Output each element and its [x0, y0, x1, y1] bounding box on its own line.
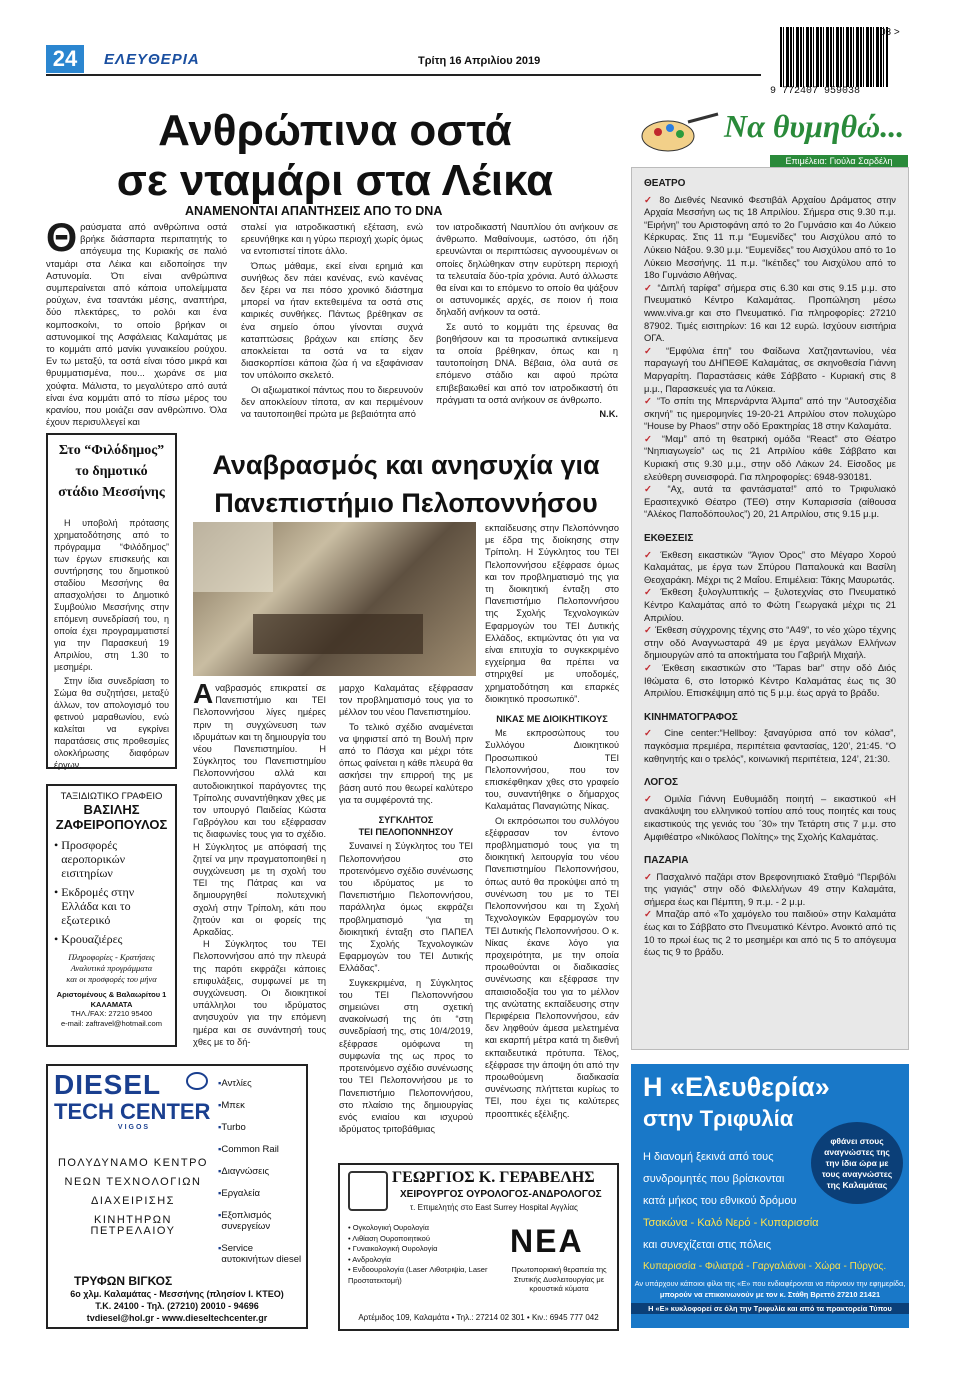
diesel-services — [54, 1158, 212, 1237]
stadium-title-line1: Στο “Φιλόδημος” — [58, 443, 165, 458]
remember-editor: Επιμέλεια: Γιούλα Σαρδέλη — [770, 155, 908, 167]
triphylia-l4: Τσακώνα - Καλό Νερό - Κυπαρισσία — [643, 1217, 819, 1229]
remember-item — [644, 624, 896, 662]
triphylia-badge: φθάνει στους αναγνώστες της την ίδια ώρα με τους αναγνώστες της Καλαμάτας — [811, 1122, 903, 1204]
check-icon: ✓ — [644, 483, 668, 495]
issue-date: Τρίτη 16 Απριλίου 2019 — [418, 55, 541, 67]
travel-addr: Αριστομένους & Βαλαωρίτου 1 — [56, 990, 167, 999]
paper-name: ΕΛΕΥΘΕΡΙΑ — [104, 51, 200, 68]
travel-line3: ΖΑΦΕΙΡΟΠΟΥΛΟΣ — [55, 817, 168, 832]
diesel-footer — [48, 1288, 306, 1324]
lead-dropcap: Θ — [46, 216, 78, 260]
remember-title: Να θυμηθώ... — [724, 108, 905, 144]
travel-bullet1 — [54, 838, 169, 880]
stadium-p2: Στην ίδια συνεδρίαση το Σώμα θα συζητήσει, μεταξύ άλλων, τον απολογισμό του φετινού μαραθωνίου, ενώ καλείται να εγκρίνει παρατάσεις στις προθεσμίες ολοκλήρωσης διαφόρων έργων. — [54, 676, 169, 770]
diesel-service-item — [218, 1188, 306, 1199]
lead-col3-p2: Σε αυτό το κομμάτι της έρευνας θα βοηθήσουν και τα προσωπικά αντικείμενα τα οποία βρέθηκαν, όπως και η ταυτοποίηση DNA. Βέβαια, όλα αυτά σε επόμενο στάδιο και αφού πρώτα επιβεβαιωθεί και από τον ιατροδικαστή ότι πράγματι τα οστά ανήκουν σε άνθρωπο. — [436, 321, 618, 405]
travel-bullet3 — [54, 932, 169, 946]
diesel-logo2: TECH CENTER — [54, 1099, 211, 1124]
diesel-badge-icon — [186, 1072, 208, 1090]
remember-item-text: Έκθεση σύγχρονης τέχνης στο “Α49”, το νέο χώρο τέχνης στην οδό Αναγνωσταρά 49 με έργα μεγάλων Ελλήνων δημιουργών από τα αποκτήματα του Γαβριήλ Μιχαήλ. — [644, 624, 897, 661]
check-icon: ✓ — [644, 193, 660, 205]
page-number: 24 — [46, 45, 84, 73]
remember-item-text: “Εμφύλια έπη” του Φαίδωνα Χατζηαντωνίου, νέα παραγωγή του ΔΗΠΕΘΕ Καλαμάτας, σε σκηνοθεσία Γιάννη Μαργαρίτη. Παραστάσεις κάθε Σάββατο - Κυριακή στις 8 μ.μ., Παρασκευές για τα Λύκεια. — [644, 344, 897, 394]
palette-icon — [638, 112, 720, 154]
check-icon: ✓ — [644, 548, 661, 560]
travel-info3: και οι προσφορές του μήνα — [66, 974, 157, 984]
university-col2-p4: Συγκεκριμένα, η Σύγκλητος του ΤΕΙ Πελοποννήσου σημειώνει στη σχετική ανακοίνωσή της ότι “στη συνεδρίασή της, στις 10/4/2019, εξέφρασε ομόφωνα τη συμφωνία της ως προς το προτεινόμενο σχέδιο συνένωσης του ΤΕΙ Πελοποννήσου με το Πανεπιστήμιο Πελοποννήσου, στο πλαίσιο της δημιουργίας ενός ενιαίου και ισχυρού ιδρύματος τριτοβάθμιας — [339, 977, 473, 1135]
remember-item — [644, 586, 896, 624]
diesel-addr: 6ο χλμ. Καλαμάτας - Μεσσήνης (πλησίον Ι. ΚΤΕΟ) — [70, 1289, 284, 1299]
bullet-icon: ▪ — [218, 1144, 222, 1155]
university-col3-p3: Οι εκπρόσωποι του συλλόγου εξέφρασαν τον έντονο προβληματισμό τους για τη διοικητική λειτουργία του νέου Πανεπιστημίου Πελοποννήσου, όπως αυτό θα προκύψει από τη συνένωση του με το ΤΕΙ Πελοποννήσου και τη Σχολή Τεχνολογικών Εφαρμογών του ΤΕΙ Δυτικής Πελοποννήσου. Ο κ. Νίκας έκανε λόγο για προχειρότητα, με την οποία προωθούνται οι διαδικασίες συνένωσης και εξέφρασε την απαισιοδοξία του για το μέλλον της ανώτατης εκπαίδευσης στην Περιφέρεια Πελοποννήσου, εάν δεν ληφθούν άμεσα μελετημένα και εκαρπή μέτρα κατά τη διεθνή εκπαιδευτικά πρότυπα. Τέλος, εξέφρασε την άποψη ότι από την προωθούμενη διαδικασία συνένωσης πλήττεται κυρίως το ΤΕΙ, που έχει τις καλύτερες προοπτικές εξέλιξης. — [485, 815, 619, 1119]
triphylia-l2: συνδρομητές που βρίσκονται — [643, 1173, 785, 1185]
lead-col3 — [436, 221, 618, 419]
diesel-service-text: Εργαλεία — [221, 1188, 260, 1199]
remember-item — [644, 549, 896, 587]
remember-item-text: “Διπλή ταρίφα” σήμερα στις 6.30 και στις 9.15 μ.μ. στο Πνευματικό Κέντρο Καλαμάτας. Προπώληση μέσω www.viva.gr και στο Πνευματικό. Για πληροφορίες: 27210 87902. Τιμές εισιτηρίων: 16 και 12 ευρώ. Ισχύουν εισιτήρια ΟΓΑ. — [644, 281, 896, 344]
remember-section-title: ΠΑΖΑΡΙΑ — [644, 855, 689, 867]
bullet-icon: ▪ — [218, 1122, 222, 1133]
lead-col2 — [241, 221, 423, 419]
lead-title — [46, 106, 624, 206]
triphylia-ad — [631, 1064, 909, 1328]
triphylia-l6: Κυπαρισσία - Φιλιατρά - Γαργαλιάνοι - Χώρα - Πύργος. — [643, 1261, 887, 1272]
doctor-new-text: Πρωτοποριακή θεραπεία της Στυτικής Δυσλειτουργίας με κρουστικά κύματα — [511, 1265, 607, 1293]
stadium-title — [54, 440, 169, 503]
remember-item — [644, 908, 896, 958]
triphylia-l5: και συνεχίζεται στις πόλεις — [643, 1239, 772, 1251]
doctor-service-item: • Ογκολογική Ουρολογία — [348, 1223, 429, 1232]
university-col2 — [339, 682, 473, 1152]
bullet-icon: • — [54, 838, 62, 852]
remember-item — [644, 483, 896, 521]
doctor-new: ΝΕΑ — [510, 1223, 584, 1259]
doctor-title: ΧΕΙΡΟΥΡΓΟΣ ΟΥΡΟΛΟΓΟΣ-ΑΝΔΡΟΛΟΓΟΣ — [400, 1189, 602, 1200]
triphylia-title2: στην Τριφυλία — [643, 1106, 794, 1131]
remember-section-title: ΕΚΘΕΣΕΙΣ — [644, 533, 694, 545]
doctor-contact: Αρτέμιδος 109, Καλαμάτα • Τηλ.: 27214 02 301 • Κιν.: 6945 777 042 — [358, 1313, 599, 1322]
university-title — [192, 446, 620, 522]
university-photo — [193, 522, 476, 676]
remember-item — [644, 433, 896, 483]
bullet-icon: ▪ — [218, 1078, 222, 1089]
diesel-service-item — [218, 1144, 306, 1155]
check-icon: ✓ — [644, 908, 656, 920]
check-icon: ✓ — [644, 395, 658, 407]
diesel-logo1: DIESEL — [54, 1069, 162, 1100]
bullet-icon: • — [54, 885, 62, 899]
lead-col1 — [46, 216, 227, 428]
remember-section-title: ΚΙΝΗΜΑΤΟΓΡΑΦΟΣ — [644, 711, 738, 723]
university-col2-p1: μαρχο Καλαμάτας εξέφρασαν τον προβληματισμό τους για το μέλλον του νέου Πανεπιστημίου. — [339, 683, 473, 718]
university-dropcap: Α — [193, 678, 214, 709]
bullet-icon: ▪ — [218, 1243, 222, 1254]
university-sub1a: ΣΥΓΚΛΗΤΟΣ — [378, 815, 434, 826]
diesel-l3: ΔΙΑΧΕΙΡΙΣΗΣ — [91, 1195, 175, 1207]
university-sub1 — [339, 814, 473, 838]
travel-bullet1-text: Προσφορές αεροπορικών εισιτηρίων — [61, 838, 126, 880]
diesel-l1: ΠΟΛΥΔΥΝΑΜΟ ΚΕΝΤΡΟ — [57, 1157, 208, 1169]
remember-item — [644, 793, 896, 843]
diesel-tel: Τ.Κ. 24100 - Τηλ. (27210) 20010 - 94696 — [95, 1301, 259, 1311]
remember-box — [631, 167, 909, 1050]
travel-contact — [54, 990, 169, 1028]
remember-item — [644, 282, 896, 345]
diesel-logo3: VIGOS — [117, 1124, 151, 1131]
remember-item — [644, 395, 896, 433]
remember-section-title: ΛΟΓΟΣ — [644, 777, 678, 789]
university-col1-text: ναβρασμός επικρατεί σε Πανεπιστήμιο και ΤΕΙ Πελοποννήσου λίγες ημέρες πριν τη συγχώνευση των ιδρυμάτων και τη δημιουργία του νέου Πανεπιστημίου. Η Σύγκλητος του Πανεπιστημίου Πελοποννήσου αλλά και αυτοδιοικητικοί παράγοντες της Τρίπολης συναντήθηκαν χθες με τον υπουργό Παιδείας Κώστα Γαβρόγλου και του εξέφρασαν τις διαφωνίες τους για το σχέδιο. Η Σύγκλητος με απόφασή της ζητεί να μην πραγματοποιηθεί η συγχώνευση με τη σχολή του ΤΕΙ της Πάτρας και να δημιουργηθεί πολυτεχνική σχολή στην Τρίπολη, κάτι που ζητούν και οι φορείς της Αρκαδίας. — [193, 683, 326, 938]
bullet-icon: • — [54, 932, 62, 946]
doctor-sub: τ. Επιμελητής στο East Surrey Hospital Αγγλίας — [410, 1203, 578, 1212]
remember-item — [644, 194, 896, 282]
bullet-icon: ▪ — [218, 1188, 222, 1199]
diesel-service-item — [218, 1100, 306, 1111]
triphylia-l3: κατά μήκος του εθνικού δρόμου — [643, 1195, 797, 1207]
remember-list — [644, 178, 896, 959]
travel-info2: Αναλυτικά προγράμματα — [70, 963, 153, 973]
university-col3-p2: Με εκπροσώπους του Συλλόγου Διοικητικού Προσωπικού ΤΕΙ Πελοποννήσου, που τον επισκέφθηκαν χθες στο γραφείο του, συναντήθηκε ο δήμαρχος Καλαμάτας Παναγιώτης Νίκας. — [485, 728, 619, 812]
doctor-logo-icon — [348, 1171, 388, 1211]
check-icon: ✓ — [644, 624, 656, 636]
university-title-line1: Αναβρασμός και ανησυχία για — [212, 450, 600, 480]
university-col3-p1: εκπαίδευσης στην Πελοπόννησο με έδρα της διοίκησης στην Τρίπολη. Η Σύγκλητος του ΤΕΙ Πελοποννήσου εξέφρασε όμως και τον προβληματισμό της για τη διοικητική ένταξη στο Πανεπιστήμιο Πελοποννήσου της Σχολής Τεχνολογικών Εφαρμογών του ΤΕΙ Δυτικής Ελλάδος, εκτιμώντας ότι για να είναι επιτυχία το συγκεκριμένο εγχείρημα θα πρέπει να στηριχθεί με υποδομές, χρηματοδότηση και επαρκές διοικητικό προσωπικό”. — [485, 523, 619, 704]
remember-item — [644, 345, 896, 395]
diesel-service-text: Διαγνώσεις — [221, 1166, 270, 1177]
university-col2-p2: Το τελικό σχέδιο αναμένεται να ψηφιστεί από τη Βουλή πριν από το Πάσχα και μέχρι τότε όπως φαίνεται η κάθε πλευρά θα ασκήσει την επιρροή της με βάση αυτό που θεωρεί καλύτερο για τα συμφέροντά της. — [339, 721, 473, 805]
header-rule — [46, 74, 761, 76]
remember-item-text: Έκθεση εικαστικών “Άγιον Όρος” στο Μέγαρο Χορού Καλαμάτας, με έργα των Σπύρου Παπαλουκά και Βασίλη Θεοχαράκη. Μέχρι τις 2 Μαΐου. Επιμέλεια: Τάκης Μαυρωτάς. — [644, 548, 896, 585]
triphylia-title1: Η «Ελευθερία» — [643, 1072, 830, 1102]
bullet-icon: ▪ — [218, 1166, 222, 1177]
lead-signature: Ν.Κ. — [599, 409, 618, 420]
stadium-box — [46, 433, 177, 769]
doctor-name: ΓΕΩΡΓΙΟΣ Κ. ΓΕΡΑΒΕΛΗΣ — [392, 1169, 595, 1186]
travel-info — [54, 952, 169, 985]
remember-item — [644, 871, 896, 909]
remember-item — [644, 662, 896, 700]
university-col1 — [193, 678, 326, 1047]
lead-col1-text: ραύσματα από ανθρώπινα οστά βρήκε διάσπαρτα περιπατητής το απόγευμα της Κυριακής σε παλιό νταμάρι στα Λέικα και ειδοποίησε την Αστυνομία. Ότι είναι ανθρώπινα συμπεραίνεται από κάποια υπολείμματα ρούχων, ένα τσαντάκι μέσης, αναπτήρα, δύο πλεκτάρες, το ρολόι και ένα κομποσκοίνι, το οποίο βρήκαν οι αστυνομικοί της Ασφάλειας Καλαμάτας με το κομμάτι από μανίκι γυναικείου ρούχου. Εν τω μεταξύ, τα οστά είναι τόσο μικρά και θρυμματισμένα, που... χωράνε σε μια χούφτα. Μάλιστα, το μεγαλύτερο από αυτά είναι ένα κομμάτι από το πίσω μέρος του κρανίου, που μοιάζει σαν ανθρώπινο. Όλα έχουν περισυλλεγεί και — [46, 222, 227, 428]
travel-line1: ΤΑΞΙΔΙΩΤΙΚΟ ΓΡΑΦΕΙΟ — [60, 791, 163, 802]
triphylia-l1: Η διανομή ξεκινά από τους — [643, 1151, 774, 1163]
university-col2-p3: Συναινεί η Σύγκλητος του ΤΕΙ Πελοποννήσου στο προτεινόμενο σχέδιο συνένωσης του ιδρύματος με το Πανεπιστήμιο Πελοποννήσου, παράλληλα όμως εκφράζει προβληματισμό “για τη διοικητική ένταξη στο ΠΑΠΕΛ της Σχολής Τεχνολογικών Εφαρμογών του ΤΕΙ Δυτικής Ελλάδας”. — [339, 841, 473, 974]
remember-item-text: Ομιλία Γιάννη Ευθυμιάδη ποιητή – εικαστικού «Η ανακάλυψη του ελληνικού τοπίου από τους ποιητές και τους εικαστικούς της γενιάς του ΄30» την Τετάρτη στις 7 μ.μ. στο Αμφιθέατρο «Νικόλαος Πολίτης» της Σχολής Καλαμάτας. — [644, 792, 896, 842]
lead-col2-p3: Οι αξιωματικοί πάντως που το διερευνούν δεν αποκλείουν τίποτα, αν και περιμένουν να ταυτοποιηθεί πρώτα με βεβαιότητα από — [241, 384, 423, 420]
remember-section-title: ΘΕΑΤΡΟ — [644, 178, 686, 189]
diesel-service-text: Common Rail — [221, 1144, 279, 1155]
travel-email: e-mail: zaftravel@hotmail.com — [61, 1018, 162, 1028]
lead-col2-p2: Όπως μάθαμε, εκεί είναι ερημιά και συνήθως δεν πάει κανένας, ενώ κανένας δεν ξέρει να πει πόσο χρονικό διάστημα μπορεί να ήταν εκτεθειμένα τα οστά στις καιρικές συνθήκες. Πάντως βρέθηκαν σε ένα σημείο όπου γίνονται συχνά καταπτώσεις βράχων και επίσης δεν αποκλείεται τα οστά να τα είχαν διασκορπίσει κάποια ζώα ή να εξαφάνισαν τον υπόλοιπο σκελετό. — [241, 260, 423, 381]
doctor-service-item: • Γυναικολογική Ουρολογία — [348, 1244, 438, 1253]
check-icon: ✓ — [644, 586, 661, 598]
remember-item-text: Πασχαλινό παζάρι στον Βρεφονηπιακό Σταθμό “Περιβόλι της γιαγιάς” στην οδό Φιλελλήνων 49 στην Καλαμάτα, σήμερα έως και Πέμπτη, 9 π.μ. - 2 μ.μ. — [644, 870, 896, 907]
check-icon: ✓ — [644, 344, 667, 356]
diesel-service-item — [218, 1243, 306, 1265]
photo-table — [253, 614, 423, 654]
travel-tel: ΤΗΛ./FAX: 27210 95400 — [70, 1009, 153, 1018]
doctor-service-item: • Ενδοουρολογία (Laser Λιθοτριψία, Laser Προστατεκτομή) — [348, 1265, 488, 1285]
travel-info1: Πληροφορίες - Κρατήσεις — [68, 952, 155, 962]
photo-window — [193, 522, 273, 592]
triphylia-body — [643, 1146, 903, 1278]
remember-item-text: “Μαμ” από τη θεατρική ομάδα “React” στο Θέατρο “Νηπιαγωγείο” ως τις 21 Απριλίου κάθε Σάββατο και Κυριακή στις 9.30 μ.μ., στην οδό Λάκων 24. Είσοδος με ελεύθερη συνεισφορά. Για πληροφορίες: 6948-930181. — [644, 432, 896, 482]
travel-ad — [46, 784, 177, 1047]
check-icon: ✓ — [644, 792, 665, 804]
remember-item-text: “Αχ, αυτά τα φαντάσματα!” από το Τριφυλιακό Ερασιτεχνικό Θέατρο (ΤΕΘ) στην Κυπαρισσία (αίθουσα “Αλέκος Παποδόπουλος”) 20, 21 Απριλίου, στις 9.15 μ.μ. — [644, 483, 896, 520]
diesel-service-text: Μπεκ — [221, 1100, 245, 1111]
travel-bullet2-text: Εκδρομές στην Ελλάδα και το εξωτερικό — [61, 885, 135, 927]
check-icon: ✓ — [644, 661, 663, 673]
university-sub2: ΝΙΚΑΣ ΜΕ ΔΙΟΙΚΗΤΙΚΟΥΣ — [496, 714, 608, 725]
diesel-service-item — [218, 1078, 306, 1089]
bullet-icon: ▪ — [218, 1210, 222, 1221]
remember-item-text: Cine center:“Hellboy: ξαναγύρισα από τον κόλασ”, παγκόσμια πρεμιέρα, περιπέτεια φαντασίας, 120’, 21:45. “Ο καθηνητής και ο τρελός”, κοινωνική περιπέτεια, 124’, 21:30. — [644, 727, 896, 764]
diesel-service-item — [218, 1166, 306, 1177]
travel-city: ΚΑΛΑΜΑΤΑ — [90, 999, 133, 1009]
lead-col2-p1: σταλεί για ιατροδικαστική εξέταση, ενώ ερευνήθηκε και η γύρω περιοχή χωρίς όμως να εντοπιστεί τίποτε άλλο. — [241, 222, 423, 257]
diesel-service-text: Turbo — [221, 1122, 246, 1133]
doctor-services — [348, 1223, 498, 1286]
lead-title-line2: σε νταμάρι στα Λέικα — [116, 156, 554, 205]
diesel-service-item — [218, 1122, 306, 1133]
barcode-number: 9 772407 959038 — [770, 86, 861, 97]
check-icon: ✓ — [644, 432, 662, 444]
remember-item-text: 8ο Διεθνές Νεανικό Φεστιβάλ Αρχαίου Δράματος στην Αρχαία Μεσσήνη ως τις 18 Απριλίου. Σήμερα στις 9.30 π.μ. “Ειρήνη” του Αριστοφάνη από το 2ο Γυμνάσιο και 4ο Λύκειο Κέρκυρας. Στις 11 π.μ “Ευμενίδες” του Αισχύλου από το Λύκειο Νάξου. 9.30 μ.μ. “Ευμενίδες” του Αισχύλου από το 1ο Λύκειο Μεσσήνης. 11 π.μ. “Ικέτιδες” του Αισχύλου από το 18ο Γυμνάσιο Αθήνας. — [644, 193, 896, 281]
stadium-title-line2: το δημοτικό — [75, 464, 148, 479]
diesel-owner: ΤΡΥΦΩΝ ΒΙΓΚΟΣ — [74, 1274, 173, 1288]
university-col1-p2: Η Σύγκλητος του ΤΕΙ Πελοποννήσου από την πλευρά της παρότι εκφράζει κάποιες επιφυλάξεις, συμφωνεί με τη συγχώνευση. Οι διοικητικοί υπάλληλοι του ιδρύματος ανησυχούν για την επόμενη ημέρα και σε συνάντησή τους χθες με το δή- — [193, 939, 326, 1047]
diesel-ad — [46, 1064, 308, 1329]
remember-item-text: Μπαζάρ από «Το χαμόγελο του παιδιού» στην Καλαμάτα έως και το Σάββατο στο Πνευματικό Κέντρο. Ανοικτό από τις 10 το πρωί έως τις 2 το μεσημέρι και από τις 5 το απόγευμα έως τις 9 το βράδυ. — [644, 908, 896, 958]
diesel-web: tvdiesel@hol.gr - www.dieseltechcenter.gr — [86, 1313, 268, 1323]
diesel-service-text: Αντλίες — [221, 1078, 252, 1089]
barcode — [780, 27, 888, 87]
university-sub1b: ΤΕΙ ΠΕΛΟΠΟΝΝΗΣΟΥ — [358, 827, 454, 838]
palette-svg — [638, 112, 720, 154]
triphylia-f3: Η «Ε» κυκλοφορεί σε όλη την Τριφυλία και από τα πρακτορεία Τύπου — [631, 1303, 909, 1314]
stadium-p1: Η υποβολή πρότασης χρηματοδότησης από το πρόγραμμα “Φιλόδημος” των έργων επισκευής και συντήρησης του δημοτικού σταδίου Μεσσήνης θα απασχολήσει το Δημοτικό Συμβούλιο Μεσσήνης στην επόμενη συνεδρίασή του, η οποία έχει προγραμματιστεί για την Παρασκευή 19 Απριλίου, στη 1.30 το μεσημέρι. — [54, 518, 169, 672]
diesel-l4: ΚΙΝΗΤΗΡΩΝ ΠΕΤΡΕΛΑΙΟΥ — [90, 1214, 176, 1237]
lead-col3-p1: τον ιατροδικαστή Ναυπλίου ότι ανήκουν σε άνθρωπο. Μαθαίνουμε, ωστόσο, ότι ήδη ερευνώνται οι περιπτώσεις αγνοουμένων οι οποίες δηλώθηκαν στην ευρύτερη περιοχή τα τελευταία δύο-τρία χρόνια. Αυτό άλλωστε θα είναι και το επόμενο το οποίο θα ψάξουν οι αστυνομικές αρχές, σε ποιον ή ποια δηλαδή ανήκουν τα οστά. — [436, 222, 618, 318]
remember-item-text: Έκθεση εικαστικών στο “Tapas bar” στην οδό Διός Ιθώματα 6, στο Ιστορικό Κέντρο Καλαμάτας έως τις 30 Απριλίου. Επισκέψιμη από τις 5 μ.μ. έως αργά το βράδυ. — [644, 661, 896, 699]
remember-item-text: Έκθεση ξυλογλυπτικής – ξυλοτεχνίας στο Πνευματικό Κέντρο Καλαμάτας από το Φώτη Γεωργακά μέχρι τις 21 Απριλίου. — [644, 586, 896, 623]
doctor-service-item: • Λιθίαση Ουροποιητικού — [348, 1233, 430, 1243]
triphylia-f1: Αν υπάρχουν κάποιοι φίλοι της «Ε» που ενδιαφέρονται να πάρνουν την εφημερίδα, — [634, 1279, 906, 1288]
check-icon: ✓ — [644, 281, 658, 293]
university-title-line2: Πανεπιστήμιο Πελοποννήσου — [214, 488, 598, 518]
lead-title-line1: Ανθρώπινα οστά — [158, 106, 512, 155]
travel-bullet2 — [54, 885, 169, 927]
triphylia-footer — [631, 1278, 909, 1314]
doctor-ad — [338, 1163, 619, 1331]
barcode-issue: 03 > — [880, 27, 900, 38]
remember-header — [636, 108, 911, 158]
travel-bullet3-text: Κρουαζιέρες — [61, 932, 123, 946]
diesel-l2: ΝΕΩΝ ΤΕΧΝΟΛΟΓΙΩΝ — [64, 1176, 202, 1188]
stadium-text — [54, 517, 169, 771]
diesel-service-text: Εξοπλισμός συνεργείων — [221, 1210, 272, 1232]
diesel-service-item — [218, 1210, 306, 1232]
diesel-list — [218, 1078, 306, 1276]
stadium-title-line3: στάδιο Μεσσήνης — [58, 485, 165, 500]
remember-item-text: “Το σπίτι της Μπερνάρντα Άλμπα” από την “Αυτοσχέδια σκηνή” τις ημερομηνίες 19-20-21 Απριλίου στον πολυχώρο “House by Phaos” στην οδό Ερακτηρίας 18 στην Καλαμάτα. — [644, 395, 896, 432]
travel-line2: ΒΑΣΙΛΗΣ — [83, 802, 140, 817]
bullet-icon: ▪ — [218, 1100, 222, 1111]
doctor-service-item: • Ανδρολογία — [348, 1254, 391, 1264]
check-icon: ✓ — [644, 870, 657, 882]
university-col3 — [485, 522, 619, 1152]
triphylia-f2: μπορούν να επικοινωνούν με τον κ. Στάθη Βρεττό 27210 21421 — [659, 1290, 881, 1299]
remember-item — [644, 727, 896, 765]
diesel-service-text: Service αυτοκινήτων diesel — [221, 1243, 302, 1265]
check-icon: ✓ — [644, 727, 665, 739]
lead-subtitle: ΑΝΑΜΕΝΟΝΤΑΙ ΑΠΑΝΤΗΣΕΙΣ ΑΠΟ ΤΟ DNA — [185, 204, 443, 218]
